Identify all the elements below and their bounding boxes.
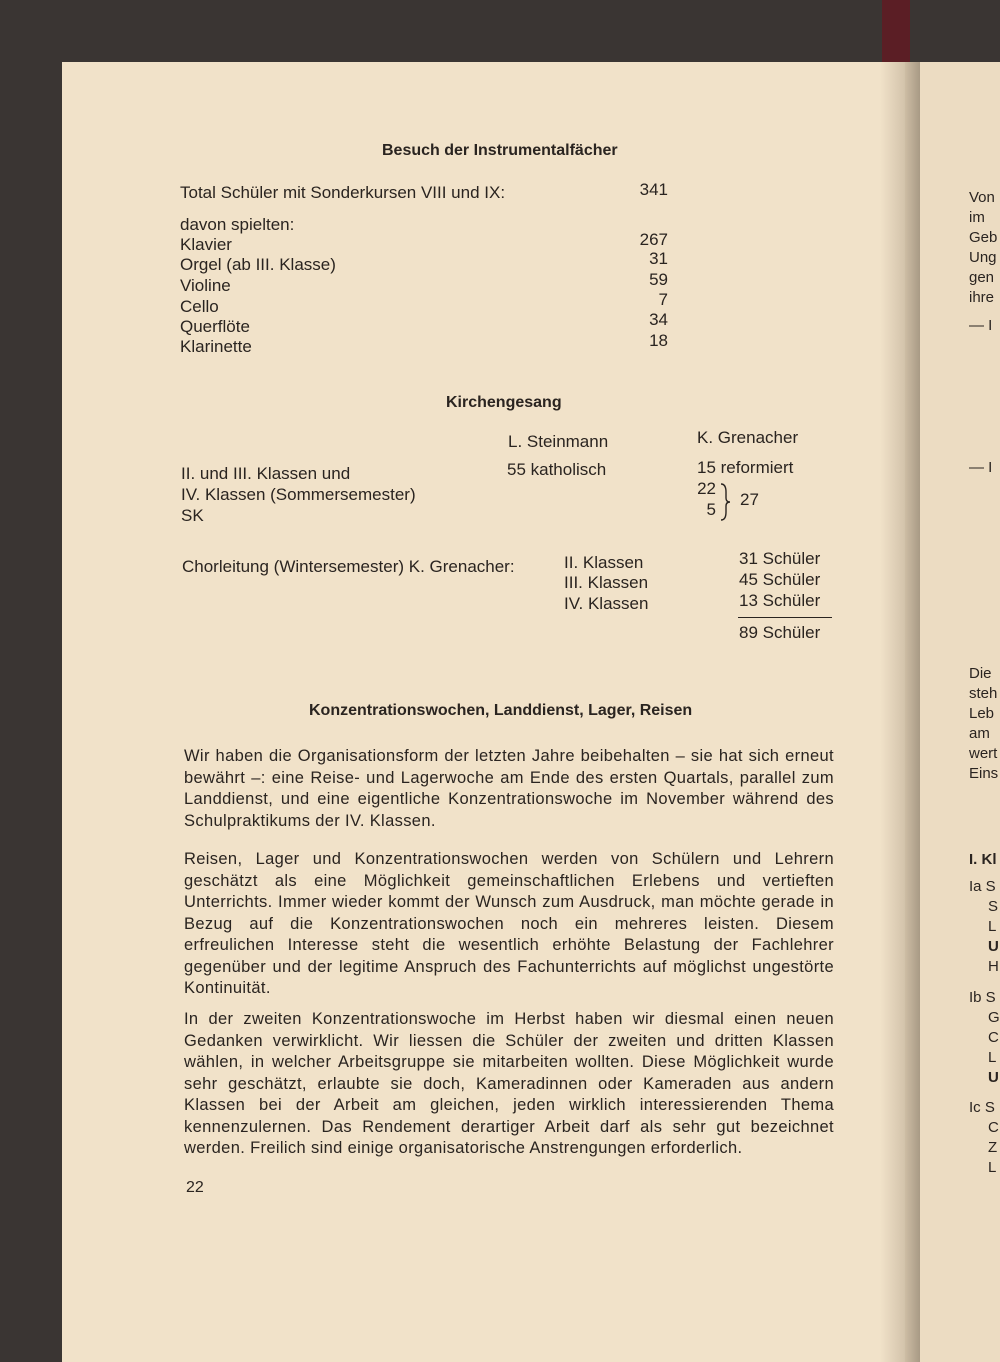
davon-label: davon spielten: — [180, 215, 295, 234]
next-page-text: Von — [969, 189, 995, 206]
instrument-label: Klavier — [180, 235, 232, 254]
brace-bottom-value: 5 — [706, 500, 716, 519]
next-page-text: S — [988, 898, 999, 915]
choir-count: 45 Schüler — [739, 570, 821, 589]
curly-brace-icon — [718, 482, 732, 522]
next-page-text: U — [988, 938, 999, 955]
paragraph: In der zweiten Konzentrationswoche im Herbst haben wir diesmal einen neuen Gedanken verwirklicht. Wir liessen die Schüler der zweiten und dritten Klassen wählen, in welcher Arbeitsgruppe sie mitarbeiten wollten. Diese Möglichkeit wurde sehr geschätzt, erlaubte sie doch, Kameradinnen oder Kameraden aus andern Klassen bei der Arbeit am gleichen, jeden wirklich interessierenden Thema kennenzulernen. Das Rendement derartiger Arbeit darf als sehr gut bezeichnet werden. Freilich sind einige organisatorische Anstrengungen erforderlich. — [184, 1010, 834, 1157]
next-page-text: C — [988, 1029, 999, 1046]
next-page-text: Die — [969, 665, 992, 682]
col-header-steinmann: L. Steinmann — [508, 432, 609, 451]
next-page-text: ihre — [969, 289, 995, 306]
next-page-text: C — [988, 1119, 999, 1136]
choir-class: IV. Klassen — [564, 594, 649, 613]
instrument-value: 31 — [649, 249, 668, 268]
choir-count: 13 Schüler — [739, 591, 821, 610]
next-page-text: Leb — [969, 705, 995, 722]
choir-count: 31 Schüler — [739, 549, 821, 568]
instrument-label: Cello — [180, 297, 219, 316]
instrument-value: 34 — [649, 310, 668, 329]
value-reformiert: 15 reformiert — [697, 458, 794, 477]
heading-konzentrationswochen: Konzentrationswochen, Landdienst, Lager, Reisen — [309, 702, 693, 719]
instrument-label: Querflöte — [180, 317, 250, 336]
book-spine — [882, 0, 910, 62]
row-label: SK — [181, 506, 204, 525]
value-katholisch: 55 katholisch — [507, 460, 607, 479]
next-page-text: im — [969, 209, 985, 226]
choir-label: Chorleitung (Wintersemester) K. Grenacher: — [182, 557, 515, 576]
total-value: 341 — [639, 180, 668, 199]
sum-rule — [738, 617, 832, 618]
instrument-value: 59 — [649, 270, 668, 289]
paragraph: Reisen, Lager und Konzentrationswochen werden von Schülern und Lehrern geschätzt als eine Möglichkeit gemeinschaftlichen Erlebens und vertieften Unterrichts. Immer wieder kommt der Wunsch zum Ausdruck, man möchte gerade in Bezug auf die Konzentrationswochen noch ein mehreres leisten. Diesem erfreulichen Interesse steht die wesentlich erhöhte Belastung der Fachlehrer gegenüber und der legitime Anspruch des Fachunterrichts auf möglichst ungestörte Kontinuität. — [184, 850, 834, 997]
next-page-text: U — [988, 1069, 999, 1086]
next-page-text: — I — [969, 317, 993, 334]
next-page-text: Z — [988, 1139, 998, 1156]
next-page-text: Ib S — [969, 989, 996, 1006]
next-page-text: — I — [969, 459, 993, 476]
heading-kirchengesang: Kirchengesang — [446, 394, 562, 411]
instrument-value: 267 — [639, 230, 668, 249]
instrument-value: 18 — [649, 331, 668, 350]
brace-sum-value: 27 — [740, 490, 759, 509]
paragraph: Wir haben die Organisationsform der letzten Jahre beibehalten – sie hat sich erneut bewährt –: eine Reise- und Lagerwoche am Ende des ersten Quartals, parallel zum Landdienst, und eine eigentliche Konzentrationswoche im November während des Schulpraktikums der IV. Klassen. — [184, 747, 834, 830]
next-page-text: L — [988, 1159, 997, 1176]
brace-top-value: 22 — [697, 479, 716, 498]
next-page-text: am — [969, 725, 990, 742]
page-gutter — [880, 62, 920, 1362]
total-label: Total Schüler mit Sonderkursen VIII und IX: — [180, 183, 506, 202]
next-page-text: G — [988, 1009, 1000, 1026]
next-page-text: steh — [969, 685, 998, 702]
next-page-text: I. Kl — [969, 851, 997, 868]
next-page-text: wert — [969, 745, 998, 762]
instrument-label: Violine — [180, 276, 231, 295]
next-page-text: L — [988, 918, 997, 935]
next-page-text: Ung — [969, 249, 997, 266]
heading-instrumentalfaecher: Besuch der Instrumentalfächer — [382, 142, 618, 159]
next-page-text: L — [988, 1049, 997, 1066]
row-label: II. und III. Klassen und — [181, 464, 351, 483]
next-page-text: H — [988, 958, 999, 975]
next-page-text: Ia S — [969, 878, 996, 895]
next-page-text: gen — [969, 269, 995, 286]
row-label: IV. Klassen (Sommersemester) — [181, 485, 416, 504]
instrument-label: Orgel (ab III. Klasse) — [180, 255, 336, 274]
next-page-text: Ic S — [969, 1099, 995, 1116]
choir-class: II. Klassen — [564, 553, 644, 572]
instrument-value: 7 — [658, 290, 668, 309]
page-number: 22 — [186, 1179, 204, 1196]
choir-total: 89 Schüler — [739, 623, 821, 642]
choir-class: III. Klassen — [564, 573, 649, 592]
col-header-grenacher: K. Grenacher — [697, 428, 799, 447]
next-page-text: Eins — [969, 765, 999, 782]
instrument-label: Klarinette — [180, 337, 252, 356]
next-page-text: Geb — [969, 229, 998, 246]
